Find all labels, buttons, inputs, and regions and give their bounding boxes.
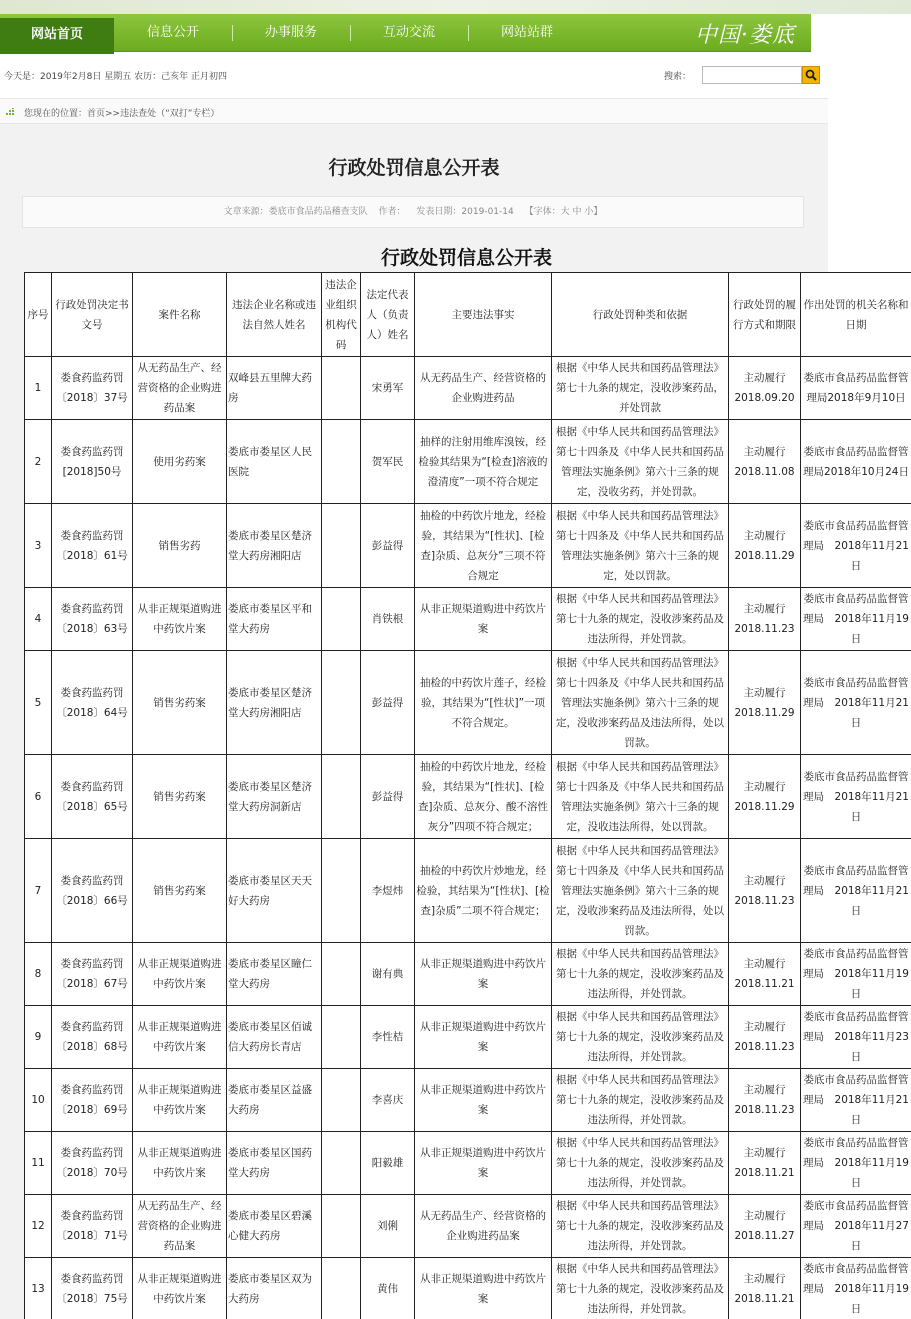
location-dots-icon: [6, 108, 16, 116]
col-header: 行政处罚的履行方式和期限: [729, 273, 801, 357]
cell-company: 娄底市娄星区楚济堂大药房湘阳店: [227, 651, 322, 755]
cell-org-code: [322, 1069, 361, 1132]
cell-org-code: [322, 588, 361, 651]
table-row: [25, 1069, 911, 1132]
cell-seq: 2: [25, 420, 52, 504]
table-title: 行政处罚信息公开表: [380, 247, 552, 269]
cell-authority-date: 娄底市食品药品监督管理局2018年9月10日: [801, 357, 911, 420]
article-source: 文章来源：娄底市食品药品稽查支队: [223, 207, 368, 217]
cell-penalty-basis: 根据《中华人民共和国药品管理法》第七十四条及《中华人民共和国药品管理法实施条例》第六十三条的规定，没收涉案药品及违法所得，处以罚款。: [552, 839, 729, 943]
cell-org-code: [322, 943, 361, 1006]
cell-authority-date: 娄底市食品药品监督管理局 2018年11月27日: [801, 1195, 911, 1258]
col-header: 案件名称: [133, 273, 227, 357]
cell-legal-rep: 阳毅雄: [361, 1132, 415, 1195]
cell-execution: 主动履行 2018.11.21: [729, 1258, 801, 1319]
cell-company: 娄底市娄星区楚济堂大药房洞新店: [227, 755, 322, 839]
cell-seq: 12: [25, 1195, 52, 1258]
search-label: 搜索：: [664, 72, 692, 82]
cell-legal-rep: 黄伟: [361, 1258, 415, 1319]
cell-case-name: 从无药品生产、经营资格的企业购进药品案: [133, 1195, 227, 1258]
nav-services[interactable]: 办事服务: [264, 25, 317, 40]
cell-case-name: 使用劣药案: [133, 420, 227, 504]
cell-doc-number: 娄食药监药罚〔2018〕37号: [52, 357, 133, 420]
cell-company: 娄底市娄星区人民医院: [227, 420, 322, 504]
article-meta: [22, 196, 804, 228]
cell-company: 娄底市娄星区楚济堂大药房湘阳店: [227, 504, 322, 588]
cell-case-name: 销售劣药案: [133, 839, 227, 943]
cell-doc-number: 娄食药监药罚〔2018〕65号: [52, 755, 133, 839]
cell-case-name: 从非正规渠道购进中药饮片案: [133, 943, 227, 1006]
cell-violation-facts: 抽检的中药饮片炒地龙，经检验，其结果为“[性状]、[检查]杂质”二项不符合规定；: [415, 839, 552, 943]
cell-company: 娄底市娄星区佰诚信大药房长青店: [227, 1006, 322, 1069]
cell-doc-number: 娄食药监药罚〔2018〕75号: [52, 1258, 133, 1319]
cell-legal-rep: 李性桔: [361, 1006, 415, 1069]
cell-execution: 主动履行 2018.11.29: [729, 651, 801, 755]
cell-violation-facts: 抽检的中药饮片地龙，经检验，其结果为“[性状]、[检查]杂质、总灰分”三项不符合规定: [415, 504, 552, 588]
table-row: [25, 420, 911, 504]
cell-case-name: 从非正规渠道购进中药饮片案: [133, 588, 227, 651]
cell-legal-rep: 彭益得: [361, 504, 415, 588]
table-row: [25, 943, 911, 1006]
cell-org-code: [322, 755, 361, 839]
cell-execution: 主动履行 2018.11.21: [729, 943, 801, 1006]
cell-authority-date: 娄底市食品药品监督管理局 2018年11月21日: [801, 755, 911, 839]
cell-org-code: [322, 1195, 361, 1258]
col-header: 序号: [25, 273, 52, 357]
top-banner-strip: [0, 0, 911, 14]
cell-seq: 7: [25, 839, 52, 943]
font-size-switch[interactable]: 【字体：大 中 小】: [524, 207, 603, 217]
cell-execution: 主动履行 2018.11.23: [729, 1006, 801, 1069]
cell-doc-number: 娄食药监药罚[2018]50号: [52, 420, 133, 504]
table-row: [25, 1258, 911, 1319]
cell-case-name: 销售劣药案: [133, 755, 227, 839]
cell-legal-rep: 刘俐: [361, 1195, 415, 1258]
col-header: 行政处罚种类和依据: [552, 273, 729, 357]
cell-penalty-basis: 根据《中华人民共和国药品管理法》第七十九条的规定，没收涉案药品及违法所得，并处罚款。: [552, 1132, 729, 1195]
cell-company: 双峰县五里牌大药房: [227, 357, 322, 420]
cell-violation-facts: 抽检的中药饮片莲子，经检验，其结果为“[性状]”一项不符合规定。: [415, 651, 552, 755]
cell-authority-date: 娄底市食品药品监督管理局2018年10月24日: [801, 420, 911, 504]
search-input[interactable]: [702, 66, 802, 84]
table-row: [25, 839, 911, 943]
cell-execution: 主动履行 2018.11.08: [729, 420, 801, 504]
cell-legal-rep: 肖铁根: [361, 588, 415, 651]
table-row: [25, 651, 911, 755]
cell-company: 娄底市娄星区平和堂大药房: [227, 588, 322, 651]
cell-doc-number: 娄食药监药罚〔2018〕66号: [52, 839, 133, 943]
cell-org-code: [322, 504, 361, 588]
cell-seq: 11: [25, 1132, 52, 1195]
cell-company: 娄底市娄星区双为大药房: [227, 1258, 322, 1319]
cell-case-name: 从非正规渠道购进中药饮片案: [133, 1132, 227, 1195]
breadcrumb: [0, 98, 828, 124]
cell-authority-date: 娄底市食品药品监督管理局 2018年11月21日: [801, 1069, 911, 1132]
article-date: 发表日期：2019-01-14: [416, 207, 514, 217]
cell-violation-facts: 从非正规渠道购进中药饮片案: [415, 1258, 552, 1319]
cell-seq: 8: [25, 943, 52, 1006]
today-date: 今天是：2019年2月8日 星期五 农历：己亥年 正月初四: [4, 72, 227, 82]
cell-doc-number: 娄食药监药罚〔2018〕64号: [52, 651, 133, 755]
cell-execution: 主动履行 2018.09.20: [729, 357, 801, 420]
cell-penalty-basis: 根据《中华人民共和国药品管理法》第七十九条的规定，没收涉案药品及违法所得，并处罚款。: [552, 943, 729, 1006]
cell-execution: 主动履行 2018.11.23: [729, 839, 801, 943]
cell-violation-facts: 从非正规渠道购进中药饮片案: [415, 1069, 552, 1132]
search-button[interactable]: [802, 66, 820, 84]
col-header: 主要违法事实: [415, 273, 552, 357]
col-header: 违法企业名称或违法自然人姓名: [227, 273, 322, 357]
cell-violation-facts: 从无药品生产、经营资格的企业购进药品案: [415, 1195, 552, 1258]
cell-penalty-basis: 根据《中华人民共和国药品管理法》第七十九条的规定，没收涉案药品，并处罚款: [552, 357, 729, 420]
cell-doc-number: 娄食药监药罚〔2018〕67号: [52, 943, 133, 1006]
table-row: [25, 1006, 911, 1069]
cell-seq: 5: [25, 651, 52, 755]
article-author: 作者：: [378, 207, 406, 217]
cell-case-name: 销售劣药: [133, 504, 227, 588]
cell-authority-date: 娄底市食品药品监督管理局 2018年11月23日: [801, 1006, 911, 1069]
cell-legal-rep: 李煜炜: [361, 839, 415, 943]
cell-doc-number: 娄食药监药罚〔2018〕71号: [52, 1195, 133, 1258]
cell-case-name: 销售劣药案: [133, 651, 227, 755]
cell-penalty-basis: 根据《中华人民共和国药品管理法》第七十九条的规定，没收涉案药品及违法所得，并处罚款。: [552, 1069, 729, 1132]
cell-authority-date: 娄底市食品药品监督管理局 2018年11月19日: [801, 1132, 911, 1195]
col-header: 违法企业组织机构代码: [322, 273, 361, 357]
cell-company: 娄底市娄星区国药堂大药房: [227, 1132, 322, 1195]
main-nav: [0, 14, 811, 52]
cell-company: 娄底市娄星区碧溪心健大药房: [227, 1195, 322, 1258]
cell-violation-facts: 从非正规渠道购进中药饮片案: [415, 1006, 552, 1069]
cell-penalty-basis: 根据《中华人民共和国药品管理法》第七十四条及《中华人民共和国药品管理法实施条例》第六十三条的规定，没收劣药，并处罚款。: [552, 420, 729, 504]
cell-company: 娄底市娄星区瞳仁堂大药房: [227, 943, 322, 1006]
cell-execution: 主动履行 2018.11.23: [729, 1069, 801, 1132]
cell-authority-date: 娄底市食品药品监督管理局 2018年11月19日: [801, 1258, 911, 1319]
col-header: 行政处罚决定书文号: [52, 273, 133, 357]
cell-case-name: 从非正规渠道购进中药饮片案: [133, 1258, 227, 1319]
cell-case-name: 从非正规渠道购进中药饮片案: [133, 1069, 227, 1132]
cell-seq: 10: [25, 1069, 52, 1132]
cell-authority-date: 娄底市食品药品监督管理局 2018年11月19日: [801, 588, 911, 651]
table-row: [25, 755, 911, 839]
cell-penalty-basis: 根据《中华人民共和国药品管理法》第七十九条的规定，没收涉案药品及违法所得，并处罚款。: [552, 1258, 729, 1319]
cell-org-code: [322, 1006, 361, 1069]
cell-authority-date: 娄底市食品药品监督管理局 2018年11月21日: [801, 839, 911, 943]
breadcrumb-text[interactable]: 您现在的位置：首页>>违法查处（“双打”专栏）: [24, 109, 220, 119]
cell-seq: 13: [25, 1258, 52, 1319]
penalty-table: [24, 272, 911, 1319]
cell-org-code: [322, 357, 361, 420]
cell-execution: 主动履行 2018.11.27: [729, 1195, 801, 1258]
cell-org-code: [322, 420, 361, 504]
cell-penalty-basis: 根据《中华人民共和国药品管理法》第七十四条及《中华人民共和国药品管理法实施条例》第六十三条的规定，处以罚款。: [552, 504, 729, 588]
cell-violation-facts: 抽检的中药饮片地龙，经检验，其结果为“[性状]、[检查]杂质、总灰分、酸不溶性灰分”四项不符合规定；: [415, 755, 552, 839]
table-header-row: [25, 273, 911, 357]
col-header: 法定代表人（负责人）姓名: [361, 273, 415, 357]
cell-legal-rep: 宋勇军: [361, 357, 415, 420]
cell-doc-number: 娄食药监药罚〔2018〕69号: [52, 1069, 133, 1132]
cell-doc-number: 娄食药监药罚〔2018〕63号: [52, 588, 133, 651]
cell-legal-rep: 彭益得: [361, 755, 415, 839]
cell-violation-facts: 从非正规渠道购进中药饮片案: [415, 588, 552, 651]
cell-authority-date: 娄底市食品药品监督管理局 2018年11月21日: [801, 651, 911, 755]
info-bar: [0, 62, 828, 90]
cell-seq: 6: [25, 755, 52, 839]
table-body: [25, 357, 911, 1319]
cell-legal-rep: 李喜庆: [361, 1069, 415, 1132]
col-header: 作出处罚的机关名称和日期: [801, 273, 911, 357]
cell-violation-facts: 从非正规渠道购进中药饮片案: [415, 943, 552, 1006]
cell-org-code: [322, 1258, 361, 1319]
cell-seq: 3: [25, 504, 52, 588]
cell-penalty-basis: 根据《中华人民共和国药品管理法》第七十四条及《中华人民共和国药品管理法实施条例》第六十三条的规定，没收涉案药品及违法所得，处以罚款。: [552, 651, 729, 755]
cell-execution: 主动履行 2018.11.29: [729, 504, 801, 588]
cell-legal-rep: 谢有典: [361, 943, 415, 1006]
cell-violation-facts: 抽样的注射用维库溴铵，经检验其结果为“[检查]溶液的澄清度”一项不符合规定: [415, 420, 552, 504]
cell-seq: 4: [25, 588, 52, 651]
cell-penalty-basis: 根据《中华人民共和国药品管理法》第七十九条的规定，没收涉案药品及违法所得，并处罚款。: [552, 588, 729, 651]
table-row: [25, 504, 911, 588]
table-row: [25, 1132, 911, 1195]
cell-org-code: [322, 651, 361, 755]
cell-company: 娄底市娄星区益盛大药房: [227, 1069, 322, 1132]
cell-case-name: 从无药品生产、经营资格的企业购进药品案: [133, 357, 227, 420]
cell-penalty-basis: 根据《中华人民共和国药品管理法》第七十九条的规定，没收涉案药品及违法所得，并处罚款。: [552, 1195, 729, 1258]
cell-doc-number: 娄食药监药罚〔2018〕61号: [52, 504, 133, 588]
cell-seq: 1: [25, 357, 52, 420]
nav-home[interactable]: 网站首页: [0, 18, 114, 54]
page-title: 行政处罚信息公开表: [328, 157, 500, 179]
table-row: [25, 357, 911, 420]
cell-execution: 主动履行 2018.11.21: [729, 1132, 801, 1195]
cell-authority-date: 娄底市食品药品监督管理局 2018年11月21日: [801, 504, 911, 588]
table-row: [25, 588, 911, 651]
cell-seq: 9: [25, 1006, 52, 1069]
site-logo: 中国·娄底: [695, 23, 795, 48]
cell-violation-facts: 从非正规渠道购进中药饮片案: [415, 1132, 552, 1195]
cell-doc-number: 娄食药监药罚〔2018〕70号: [52, 1132, 133, 1195]
cell-violation-facts: 从无药品生产、经营资格的企业购进药品: [415, 357, 552, 420]
cell-legal-rep: 贺军民: [361, 420, 415, 504]
cell-authority-date: 娄底市食品药品监督管理局 2018年11月19日: [801, 943, 911, 1006]
cell-org-code: [322, 1132, 361, 1195]
cell-penalty-basis: 根据《中华人民共和国药品管理法》第七十四条及《中华人民共和国药品管理法实施条例》第六十三条的规定，没收违法所得，处以罚款。: [552, 755, 729, 839]
nav-info-disclosure[interactable]: 信息公开: [146, 25, 199, 40]
cell-case-name: 从非正规渠道购进中药饮片案: [133, 1006, 227, 1069]
cell-doc-number: 娄食药监药罚〔2018〕68号: [52, 1006, 133, 1069]
cell-execution: 主动履行 2018.11.29: [729, 755, 801, 839]
cell-penalty-basis: 根据《中华人民共和国药品管理法》第七十九条的规定，没收涉案药品及违法所得，并处罚款。: [552, 1006, 729, 1069]
nav-site-group[interactable]: 网站站群: [500, 25, 553, 40]
table-row: [25, 1195, 911, 1258]
cell-execution: 主动履行 2018.11.23: [729, 588, 801, 651]
search-icon: [803, 67, 819, 83]
cell-org-code: [322, 839, 361, 943]
cell-legal-rep: 彭益得: [361, 651, 415, 755]
cell-company: 娄底市娄星区天天好大药房: [227, 839, 322, 943]
nav-interaction[interactable]: 互动交流: [382, 25, 435, 40]
